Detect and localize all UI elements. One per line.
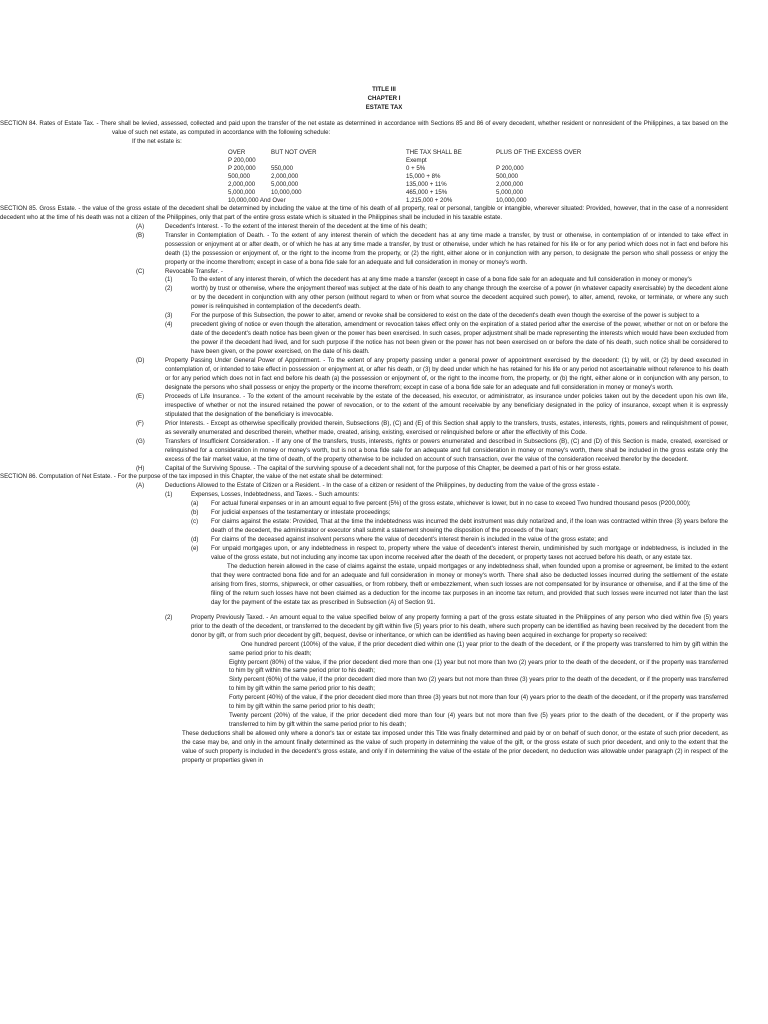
table-cell: 2,000,000 <box>271 172 299 180</box>
table-row <box>228 165 581 173</box>
list-item <box>165 321 728 357</box>
list-item <box>112 268 728 277</box>
section-84-ifline: If the net estate is: <box>132 137 182 145</box>
item-text: To the extent of any interest therein, of which the decedent has at any time made a transfer (except in case of a bona fide sale for an adequate and full consideration in money or money's <box>191 276 692 284</box>
percent-item: Eighty percent (80%) of the value, if the prior decedent died more than one (1) year but not more than two (2) years prior to the death of the decedent, or if the property was transferred to him by gift within the same period prior to his death; <box>229 658 728 675</box>
item-text: Prior Interests. - Except as otherwise specifically provided therein, Subsections (B), (C) and (E) of this Section shall apply to the transfers, trusts, estates, interests, rights, powers and relinquishment of power, as severally enumerated and described therein, whether made, created, arising, existing, exercised or relinquished before or after the effectivity of this Code. <box>165 419 728 436</box>
item-text: For the purpose of this Subsection, the power to alter, amend or revoke shall be considered to exist on the date of the decedent's death even though the exercise of the power is subject to a <box>191 312 700 320</box>
chapter-line: CHAPTER I <box>367 95 401 102</box>
item-label: (G) <box>136 437 145 445</box>
document-body <box>0 120 728 766</box>
table-cell: 2,000,000 <box>228 180 256 188</box>
percent-item: One hundred percent (100%) of the value, if the prior decedent died within one (1) year prior to the death of the decedent, or if the property was transferred to him by gift within the same period prior to his death; <box>229 640 728 657</box>
table-cell: 5,000,000 <box>271 180 299 188</box>
percent-item: Twenty percent (20%) of the value, if the prior decedent died more than four (4) years but not more than five (5) years prior to the death of the decedent, or if the property was transferred to him by gift within the same period prior to his death; <box>229 712 728 729</box>
header-cell: BUT NOT OVER <box>271 148 317 156</box>
item-label: (c) <box>191 518 199 526</box>
item-text: Property Passing Under General Power of Appointment. - To the extent of any property passing under a general power of appointment exercised by the decedent: (1) by will, or (2) by deed executed in contemplation of, or intended to take effect in possession or enjoyment at, or after his death, or (3) by deed under which he has retained for his life or any period not ascertainable without reference to his death or for any period which does not in fact end before his death (a) the possession or enjoyment of, or the right to the income from, the property, or (b) the right, either alone or in conjunction with any person, to designate the persons who shall possess or enjoy the property or the income therefrom; except in case of a bona fide sale for an adequate and full consideration in money or money's worth. <box>165 357 728 391</box>
list-item <box>112 420 728 438</box>
header-cell: OVER <box>228 148 246 156</box>
item-label: (2) <box>165 613 173 621</box>
list-item <box>191 509 728 518</box>
title-line: TITLE III <box>372 86 396 93</box>
item-text: precedent giving of notice or even though the alteration, amendment or revocation takes effect only on the expiration of a stated period after the exercise of the power, whether or not on or before the date of the decedent's death notice has been given or the power has been exercised. In such cases, proper adjustment shall be made representing the interests which would have been excluded from the power if the decedent had lived, and for such purpose if the notice has not been given or the power has not been exercised on or before the date of his death, such notice shall be considered to have been given, or the power exercised, on the date of his death. <box>191 321 728 356</box>
item-label: (C) <box>136 267 145 275</box>
table-cell: P 200,000 <box>496 164 524 172</box>
table-cell: P 200,000 <box>228 164 256 172</box>
table-cell: 5,000,000 <box>496 188 524 196</box>
section-86-lead: SECTION 86. Computation of Net Estate. - For the purpose of the tax imposed in this Chapter, the value of the net estate shall be determined: <box>0 473 383 481</box>
rate-header-row <box>228 149 581 157</box>
item-label: (A) <box>136 482 145 490</box>
list-item <box>112 232 728 268</box>
table-cell: 550,000 <box>271 164 294 172</box>
item-label: (d) <box>191 536 199 544</box>
final-paragraph: These deductions shall be allowed only where a donor's tax or estate tax imposed under this Title was finally determined and paid by or on behalf of such donor, or the estate of such prior decedent, as the case may be, and only in the amount finally determined as the value of such property in determining the value of the gift, or the gross estate of such prior decedent, and only to the extent that the value of such property is included in the decedent's gross estate, and only if in determining the value of the estate of the prior decedent, no deduction was allowable under paragraph (2) in respect of the property or properties given in <box>182 730 728 764</box>
item-text: For claims against the estate: Provided, That at the time the indebtedness was incurred the debt instrument was duly notarized and, if the loan was contracted within three (3) years before the death of the decedent, the administrator or executor shall submit a statement showing the disposition of the proceeds of the loan; <box>211 518 728 535</box>
table-cell: 2,000,000 <box>496 180 524 188</box>
list-item <box>112 465 728 474</box>
item-text: Expenses, Losses, Indebtedness, and Taxes. - Such amounts: <box>191 491 360 499</box>
percent-item: Forty percent (40%) of the value, if the prior decedent died more than three (3) years but not more than four (4) years prior to the death of the decedent, or if the property was transferred to him by gift within the same period prior to his death; <box>229 694 728 711</box>
item-label: (2) <box>165 285 173 293</box>
item-text: Property Previously Taxed. - An amount equal to the value specified below of any property forming a part of the gross estate situated in the Philippines of any person who died within five (5) years prior to the death of the decedent, or transferred to the decedent by gift within five (5) years prior to his death, where such property can be identified as having been received by the decedent from the donor by gift, or from such prior decedent by gift, bequest, devise or inheritance, or which can be identified as having been acquired in exchange for property so received: <box>191 613 728 639</box>
section-84-lead: SECTION 84. Rates of Estate Tax. - There shall be levied, assessed, collected and paid upon the transfer of the net estate as determined in accordance with Sections 85 and 86 of every decedent, whether resident or nonresident of the Philippines, a tax based on the value of such net estate, as computed in accordance with the following schedule: <box>0 120 728 136</box>
item-text: For unpaid mortgages upon, or any indebtedness in respect to, property where the value of decedent's interest therein, undiminished by such mortgage or indebtedness, is included in the value of the gross estate, but not including any income tax upon income received after the death of the decedent, or property taxes not accrued before his death, or any estate tax. <box>211 545 728 562</box>
list-item <box>112 482 728 491</box>
item-label: (1) <box>165 491 173 499</box>
list-item <box>112 438 728 465</box>
table-cell <box>496 157 581 165</box>
item-text: Transfer in Contemplation of Death. - To the extent of any interest therein of which the decedent has at any time made a transfer, by trust or otherwise, in contemplation of or intended to take effect in possession or enjoyment at or after death, or of which he has at any time made a transfer, by trust or otherwise, under which he has retained for his life or for any period which does not in fact end before his death (1) the possession or enjoyment of, or the right to the income from the property, or (2) the right, either alone or in conjunction with any person, to designate the person who shall possess or enjoy the property or the income therefrom; except in case of a bona fide sale for an adequate and full consideration in money or money's worth. <box>165 231 728 266</box>
item-label: (H) <box>136 464 145 472</box>
table-cell: Exempt <box>406 156 427 164</box>
list-item <box>191 518 728 536</box>
header-cell: PLUS OF THE EXCESS OVER <box>496 148 582 156</box>
item-label: (E) <box>136 392 145 400</box>
item-label: (3) <box>165 312 173 320</box>
item-label: (B) <box>136 231 145 239</box>
item-label: (a) <box>191 500 199 508</box>
table-cell: 15,000 + 8% <box>406 172 441 180</box>
table-cell: 465,000 + 15% <box>406 188 448 196</box>
table-cell: 135,000 + 11% <box>406 180 447 188</box>
table-cell: 500,000 <box>228 172 251 180</box>
item-text: Transfers of Insufficient Consideration. - If any one of the transfers, trusts, interests, rights or powers enumerated and described in Subsections (B), (C) and (D) of this Section is made, created, exercised or relinquished for a consideration in money or money's worth, but is not a bona fide sale for an adequate and full consideration in money or money's worth, there shall be included in the gross estate only the excess of the fair market value, at the time of death, of the property otherwise to be included on account of such transaction, over the value of the consideration received therefor by the decedent. <box>165 437 728 463</box>
list-item <box>191 536 728 545</box>
percent-item: Sixty percent (60%) of the value, if the prior decedent died more than two (2) years but not more than three (3) years prior to the death of the decedent, or if the property was transferred to him by gift within the same period prior to his death; <box>229 676 728 693</box>
item-label: (e) <box>191 545 199 553</box>
table-cell: 10,000,000 <box>271 188 302 196</box>
list-item <box>112 357 728 393</box>
item-text: Decedent's Interest. - To the extent of the interest therein of the decedent at the time of his death; <box>165 222 427 230</box>
table-cell: 1,215,000 + 20% <box>406 196 453 204</box>
item-text: Capital of the Surviving Spouse. - The capital of the surviving spouse of a decedent shall not, for the purpose of this Chapter, be deemed a part of his or her gross estate. <box>165 464 621 472</box>
list-item <box>165 285 728 312</box>
table-cell: 10,000,000 And Over <box>228 196 286 204</box>
item-text: For actual funeral expenses or in an amount equal to five percent (5%) of the gross estate, whichever is lower, but in no case to exceed Two hundred thousand pesos (P200,000); <box>211 500 691 508</box>
item-label: (1) <box>165 276 173 284</box>
list-item <box>191 545 728 563</box>
item-label: (D) <box>136 357 145 365</box>
table-cell: P 200,000 <box>228 156 256 164</box>
item-text: worth) by trust or otherwise, where the enjoyment thereof was subject at the date of his death to any change through the exercise of a power (in whatever capacity exercisable) by the decedent alone or by the decedent in conjunction with any other person (without regard to when or from what source the decedent acquired such power), to alter, amend, revoke, or terminate, or where any such power is relinquished in contemplation of the decedent's death. <box>191 285 728 311</box>
table-row <box>228 173 581 181</box>
item-text: Deductions Allowed to the Estate of Citizen or a Resident. - In the case of a citizen or resident of the Philippines, by deducting from the value of the gross estate - <box>165 482 600 490</box>
item-text: Proceeds of Life Insurance. - To the extent of the amount receivable by the estate of the deceased, his executor, or administrator, as insurance under policies taken out by the decedent upon his own life, irrespective of whether or not the insured retained the power of revocation, or to the extent of the amount receivable by any beneficiary designated in the policy of insurance, except when it is expressly stipulated that the designation of the beneficiary is irrevocable. <box>165 392 728 418</box>
list-item <box>165 312 728 321</box>
table-cell <box>271 157 406 165</box>
title-block <box>0 85 768 112</box>
table-cell: 0 + 5% <box>406 164 426 172</box>
table-cell: 500,000 <box>496 172 519 180</box>
heading-line: ESTATE TAX <box>365 104 403 111</box>
list-item <box>112 393 728 420</box>
rate-schedule-table <box>228 149 581 205</box>
table-row <box>228 189 581 197</box>
section-85-lead: SECTION 85. Gross Estate. - the value of the gross estate of the decedent shall be determined by including the value at the time of his death of all property, real or personal, tangible or intangible, wherever situated: Provided, however, that in the case of a nonresident decedent who at the time of his death was not a citizen of the Philippines, only that part of the entire gross estate which is situated in the Philippines shall be included in his taxable estate. <box>0 204 728 221</box>
table-cell: 5,000,000 <box>228 188 256 196</box>
item-text: Revocable Transfer. - <box>165 267 223 275</box>
item-text: For claims of the deceased against insolvent persons where the value of decedent's interest therein is included in the value of the gross estate; and <box>211 536 608 544</box>
deduction-paragraph: The deduction herein allowed in the case of claims against the estate, unpaid mortgages or any indebtedness shall, when founded upon a promise or agreement, be limited to the extent that they were contracted bona fide and for an adequate and full consideration in money or money's worth. There shall also be deducted losses incurred during the settlement of the estate arising from fires, storms, shipwreck, or other casualties, or from robbery, theft or embezzlement, when such losses are not compensated for by insurance or otherwise, and if at the time of the filing of the return such losses have not been claimed as a deduction for the income tax purposes in an income tax return, and provided that such losses were incurred not later than the last day for the payment of the estate tax as prescribed in Subsection (A) of Section 91. <box>211 562 728 606</box>
header-cell: THE TAX SHALL BE <box>406 148 462 156</box>
list-item <box>165 614 728 641</box>
table-row <box>228 157 581 165</box>
list-item <box>165 491 728 500</box>
table-cell: 10,000,000 <box>496 196 527 204</box>
list-item <box>165 276 728 285</box>
list-item <box>191 500 728 509</box>
item-label: (F) <box>136 419 144 427</box>
item-label: (4) <box>165 321 173 329</box>
item-label: (b) <box>191 509 199 517</box>
table-row <box>228 197 581 205</box>
list-item <box>112 223 728 232</box>
item-text: For judicial expenses of the testamentary or intestate proceedings; <box>211 509 391 517</box>
item-label: (A) <box>136 222 145 230</box>
table-row <box>228 181 581 189</box>
